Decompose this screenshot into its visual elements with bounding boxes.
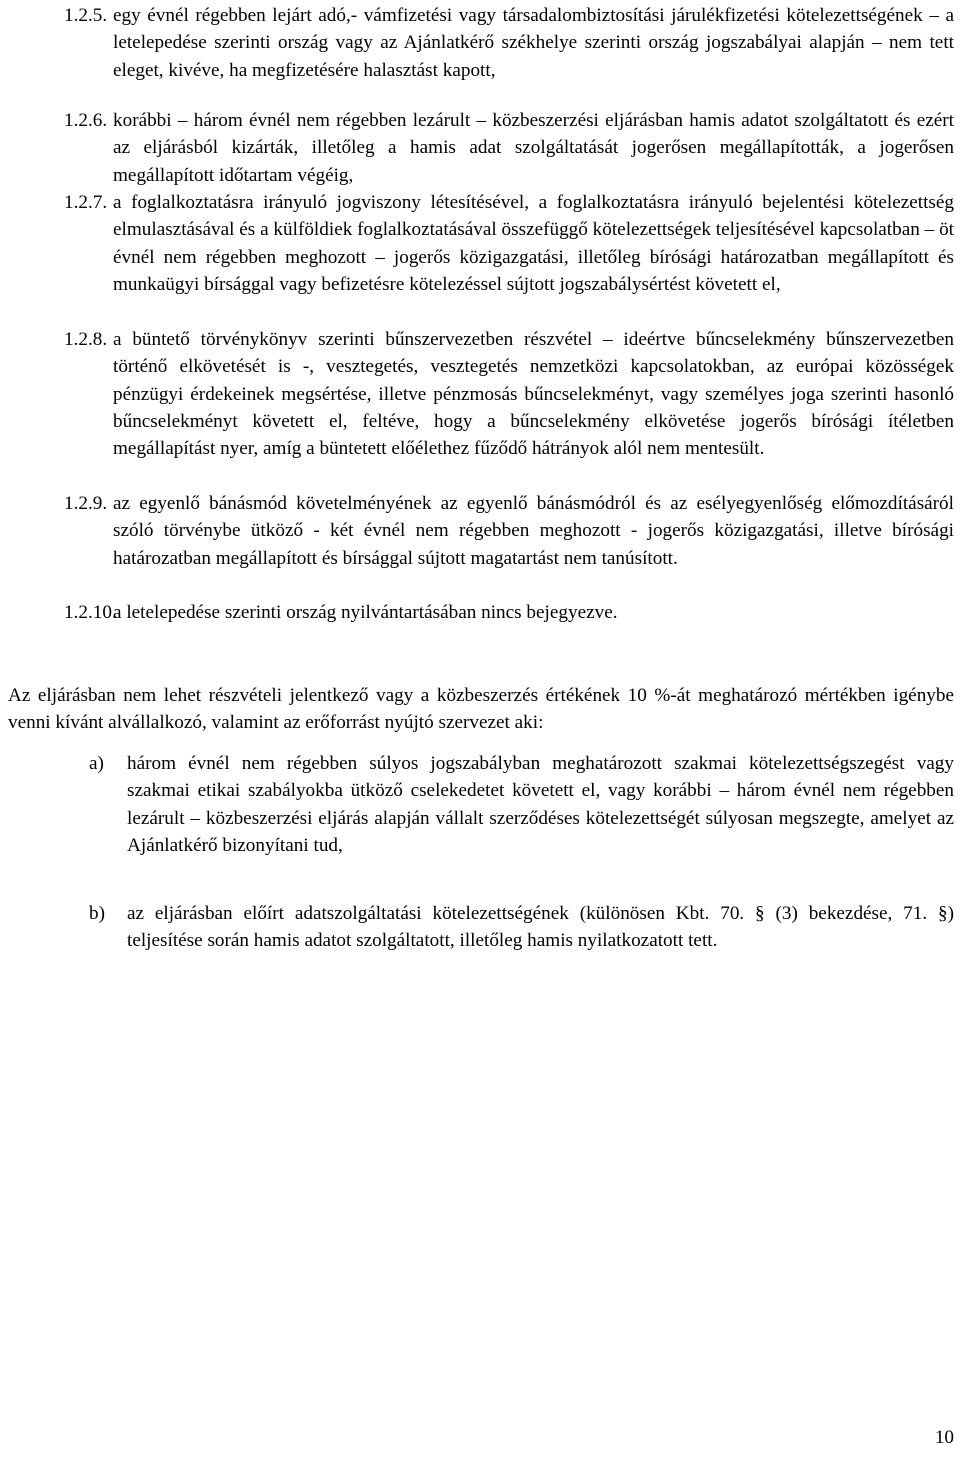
item-number: 1.2.7. — [64, 192, 108, 213]
item-text — [64, 326, 954, 462]
item-number: 1.2.10. — [64, 602, 117, 623]
subitem-label: a) — [89, 753, 104, 774]
subitem-text: három évnél nem régebben súlyos jogszabályban meghatározott szakmai kötelezettségszegést vagy szakmai etikai szabályokba ütköző cselekedetet követett el, vagy korábbi – három évnél nem régebben lezárult – közbeszerzési eljárás alapján vállalt szerződéses kötelezettségét súlyosan megszegte, amelyet az Ajánlatkérő bizonyítani tud, — [127, 753, 954, 856]
item-1-2-7 — [64, 189, 954, 298]
item-number: 1.2.8. — [64, 329, 108, 350]
item-body: a letelepedése szerinti ország nyilvántartásában nincs bejegyezve. — [113, 602, 618, 623]
subitem-text: az eljárásban előírt adatszolgáltatási kötelezettségének (különösen Kbt. 70. § (3) bekezdése, 71. §) teljesítése során hamis adatot szolgáltatott, illetőleg hamis nyilatkozatott tett. — [127, 903, 954, 952]
item-body: a büntető törvénykönyv szerinti bűnszervezetben részvétel – ideértve bűncselekmény bűnszervezetben történő elkövetését is -, vesztegetés, vesztegetés nemzetközi kapcsolatokban, az európai közösségek pénzügyi érdekeinek megsértése, illetve pénzmosás bűncselekményt, vagy személyes joga szerinti hasonló bűncselekményt követett el, feltéve, hogy a bűncselekmény elkövetése jogerős bírósági ítéletben megállapítást nyer, amíg a büntetett előélethez fűződő hátrányok alól nem mentesült. — [113, 329, 954, 460]
item-body: az egyenlő bánásmód követelményének az egyenlő bánásmódról és az esélyegyenlőség előmozdításáról szóló törvénybe ütköző - két évnél nem régebben meghozott - jogerős közigazgatási, illetve bírósági határozatban megállapított és bírsággal sújtott magatartást nem tanúsított. — [113, 493, 954, 569]
item-1-2-5 — [64, 2, 954, 84]
item-body: a foglalkoztatásra irányuló jogviszony létesítésével, a foglalkoztatásra irányuló bejelentési kötelezettség elmulasztásával és a külföldiek foglalkoztatásával összefüggő kötelezettségek teljesítésével kapcsolatban – öt évnél nem régebben meghozott – jogerős közigazgatási, illetőleg bírósági határozatban megállapított és munkaügyi bírsággal vagy befizetésre kötelezéssel sújtott jogszabálysértést követett el, — [113, 192, 954, 295]
item-text — [64, 189, 954, 298]
item-1-2-6 — [64, 107, 954, 189]
item-number: 1.2.6. — [64, 110, 108, 131]
subitem-b — [89, 900, 954, 955]
item-number: 1.2.9. — [64, 493, 108, 514]
item-1-2-10 — [64, 599, 954, 626]
item-body: egy évnél régebben lejárt adó,- vámfizetési vagy társadalombiztosítási járulékfizetési kötelezettségének – a letelepedése szerinti ország vagy az Ajánlatkérő székhelye szerinti ország jogszabályai alapján – nem tett eleget, kivéve, ha megfizetésére halasztást kapott, — [113, 5, 954, 81]
item-text — [64, 599, 954, 626]
intro-paragraph: Az eljárásban nem lehet részvételi jelentkező vagy a közbeszerzés értékének 10 %-át meghatározó mértékben igénybe venni kívánt alvállalkozó, valamint az erőforrást nyújtó szervezet aki: — [8, 685, 954, 733]
item-body: korábbi – három évnél nem régebben lezárult – közbeszerzési eljárásban hamis adatot szolgáltatott és ezért az eljárásból kizárták, illetőleg a hamis adat szolgáltatását jogerősen megállapították, a jogerősen megállapított időtartam végéig, — [113, 110, 954, 186]
item-text — [64, 2, 954, 84]
page-number: 10 — [934, 1427, 954, 1448]
item-text — [64, 490, 954, 572]
item-text — [64, 107, 954, 189]
item-number: 1.2.5. — [64, 5, 108, 26]
item-1-2-8 — [64, 326, 954, 462]
item-1-2-9 — [64, 490, 954, 572]
subitem-a — [89, 750, 954, 859]
subitem-label: b) — [89, 903, 105, 924]
